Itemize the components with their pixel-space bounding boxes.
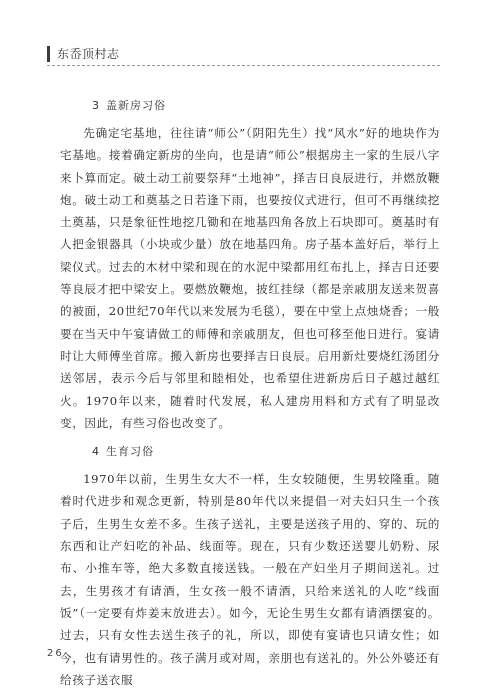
header-bar bbox=[47, 46, 50, 62]
section-gap bbox=[60, 434, 440, 442]
page-content bbox=[60, 96, 440, 691]
paragraph: 1970年以前，生男生女大不一样，生女较随便，生男较隆重。随着时代进步和观念更新，特别是80年代以来提倡一对夫妇只生一个孩子后，生男生女差不多。生孩子送礼，主要是送孩子用的、穿的、玩的东西和让产妇吃的补品、线面等。现在，只有少数还送婴儿奶粉、尿布、小推车等，绝大多数直接送钱。一般在产妇坐月子期间送礼。过去，生男孩才有请酒，生女孩一般不请酒，只给来送礼的人吃“线面饭”（一定要有炸姜末放进去）。如今，无论生男生女都有请酒摆宴的。过去，只有女性去送生孩子的礼，所以，即使有宴请也只请女性；如今，也有请男性的。孩子满月或对周，亲朋也有送礼的。外公外婆还有给孩子送衣服 bbox=[60, 472, 440, 687]
section-heading bbox=[92, 442, 440, 462]
section-title: 盖新房习俗 bbox=[106, 99, 166, 112]
section-childbirth-customs bbox=[60, 442, 440, 691]
section-heading bbox=[92, 96, 440, 116]
paragraph: 先确定宅基地，往往请“师公”（阴阳先生）找“风水”好的地块作为宅基地。接着确定新房的坐向，也是请“师公”根据房主一家的生辰八字来卜算而定。破土动工前要祭拜“土地神”，择吉日良辰进行，并燃放鞭炮。破土动工和奠基之日若逢下雨，也要按仪式进行，但可不再继续挖土奠基，只是象征性地挖几锄和在地基四角各放上石块即可。奠基时有人把金银器具（小块或少量）放在地基四角。房子基本盖好后，举行上梁仪式。过去的木材中梁和现在的水泥中梁都用红布扎上，择吉日还要等良辰才把中梁安上。要燃放鞭炮，披红挂绿（都是亲戚朋友送来贺喜的被面，20世纪70年代以来发展为毛毯），要在中堂上点烛烧香；一般要在当天中午宴请做工的师傅和亲戚朋友，但也可移至他日进行。宴请时让大师傅坐首席。搬入新房也要择吉日良辰。启用新灶要烧红汤团分送邻居，表示今后与邻里和睦相处，也希望住进新房后日子越过越红火。1970年以来，随着时代发展，私人建房用料和方式有了明显改变，因此，有些习俗也改变了。 bbox=[60, 126, 440, 430]
section-number: 4 bbox=[92, 445, 100, 459]
header-title: 东岙顶村志 bbox=[57, 47, 120, 61]
section-title: 生育习俗 bbox=[106, 445, 154, 459]
section-house-building-customs bbox=[60, 96, 440, 434]
page-number: 26 bbox=[47, 648, 64, 659]
section-number: 3 bbox=[92, 99, 100, 112]
page-header bbox=[47, 44, 440, 64]
header-dashed-rule bbox=[47, 65, 440, 66]
